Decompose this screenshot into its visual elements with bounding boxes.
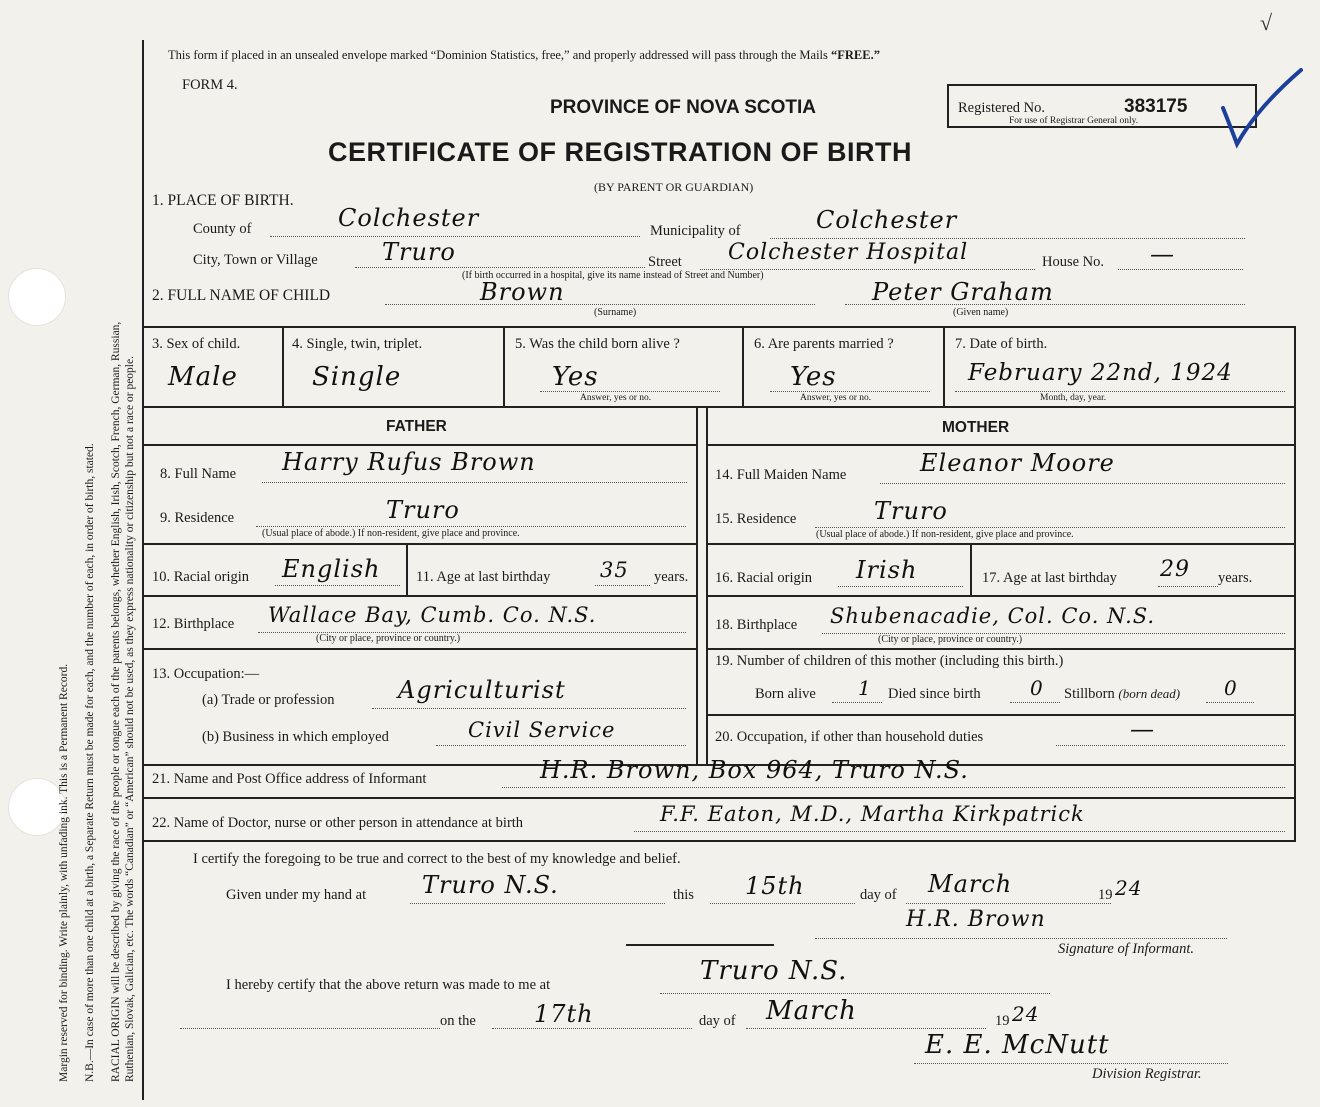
child-surname-value: Brown: [480, 278, 565, 306]
mother-age-label: 17. Age at last birthday: [982, 570, 1117, 586]
married-note: Answer, yes or no.: [800, 393, 872, 403]
surname-note: (Surname): [594, 307, 637, 318]
father-race-label: 10. Racial origin: [152, 569, 250, 585]
attendant-label: 22. Name of Doctor, nurse or other person in attendance at birth: [152, 815, 524, 831]
stillborn-count-value: 0: [1224, 676, 1238, 700]
municipality-value: Colchester: [816, 206, 958, 234]
mail-notice: This form if placed in an unsealed envelope marked “Dominion Statistics, free,” and properly addressed will pass through the Mails “FREE.”: [168, 48, 880, 62]
return-year-prefix: 19: [995, 1013, 1010, 1029]
given-name-note: (Given name): [953, 307, 1009, 318]
father-occupation-label: 13. Occupation:—: [152, 666, 260, 682]
registered-label: Registered No.: [958, 100, 1045, 116]
given-day-value: 15th: [745, 872, 805, 900]
father-name-label: 8. Full Name: [160, 466, 237, 482]
mother-heading: MOTHER: [942, 419, 1010, 436]
plurality-label: 4. Single, twin, triplet.: [292, 336, 423, 352]
father-residence-note: (Usual place of abode.) If non-resident, give place and province.: [262, 528, 520, 539]
business-label: (b) Business in which employed: [202, 729, 389, 745]
born-alive-value: Yes: [552, 362, 599, 392]
division-registrar-label: Division Registrar.: [1092, 1066, 1202, 1082]
return-made-label: I hereby certify that the above return was made to me at: [226, 977, 551, 993]
mother-race-label: 16. Racial origin: [715, 570, 813, 586]
died-count-label: Died since birth: [888, 686, 981, 702]
given-year-prefix: 19: [1098, 887, 1113, 903]
born-alive-count-label: Born alive: [755, 686, 816, 702]
given-day-of-label: day of: [860, 887, 897, 903]
city-label: City, Town or Village: [193, 252, 318, 268]
city-value: Truro: [382, 238, 456, 266]
place-of-birth-heading: 1. PLACE OF BIRTH.: [152, 192, 294, 209]
form-number: FORM 4.: [182, 77, 238, 93]
died-count-value: 0: [1030, 676, 1044, 700]
mother-birthplace-value: Shubenacadie, Col. Co. N.S.: [830, 604, 1156, 628]
informant-signature: H.R. Brown: [906, 907, 1046, 932]
given-year-value: 24: [1115, 876, 1143, 900]
form-border: [142, 40, 144, 1100]
father-residence-label: 9. Residence: [160, 510, 235, 526]
county-value: Colchester: [338, 204, 480, 232]
house-number-value: —: [1150, 240, 1175, 268]
married-label: 6. Are parents married ?: [754, 336, 894, 352]
children-count-label: 19. Number of children of this mother (including this birth.): [715, 653, 1064, 669]
sex-value: Male: [168, 362, 238, 392]
date-of-birth-value: February 22nd, 1924: [968, 360, 1233, 386]
province-heading: PROVINCE OF NOVA SCOTIA: [550, 97, 817, 118]
registered-value: 383175: [1124, 96, 1188, 117]
father-age-label: 11. Age at last birthday: [416, 569, 551, 585]
father-name-value: Harry Rufus Brown: [282, 448, 536, 476]
born-alive-note: Answer, yes or no.: [580, 393, 652, 403]
mother-birthplace-note: (City or place, province or country.): [878, 634, 1023, 645]
informant-label: 21. Name and Post Office address of Informant: [152, 771, 427, 787]
mother-residence-note: (Usual place of abode.) If non-resident, give place and province.: [816, 529, 1074, 540]
margin-note: Ruthenian, Slovak, Galician, etc. The words “Canadian” or “American” should not be used, as they express nationality or citizenship but not a race or people.: [124, 356, 136, 1082]
given-month-value: March: [928, 870, 1013, 898]
corner-tick-icon: √: [1260, 10, 1273, 35]
mother-age-value: 29: [1160, 557, 1190, 582]
return-place-value: Truro N.S.: [700, 956, 848, 986]
signature-of-informant-label: Signature of Informant.: [1058, 941, 1195, 957]
father-birthplace-value: Wallace Bay, Cumb. Co. N.S.: [268, 603, 597, 627]
father-heading: FATHER: [386, 418, 447, 435]
mother-years-label: years.: [1218, 570, 1253, 586]
stillborn-label: Stillborn (born dead): [1064, 686, 1181, 702]
plurality-value: Single: [312, 362, 402, 392]
return-year-value: 24: [1012, 1002, 1040, 1026]
registered-number-box: [947, 84, 1257, 128]
mother-residence-value: Truro: [874, 497, 948, 525]
father-years-label: years.: [654, 569, 689, 585]
sex-label: 3. Sex of child.: [152, 336, 241, 352]
born-alive-count-value: 1: [858, 676, 872, 700]
check-mark-icon: [1215, 68, 1305, 158]
municipality-label: Municipality of: [650, 223, 741, 239]
married-value: Yes: [790, 362, 837, 392]
return-month-value: March: [766, 996, 857, 1026]
hospital-note: (If birth occurred in a hospital, give its name instead of Street and Number): [462, 270, 764, 281]
given-under-hand-label: Given under my hand at: [226, 887, 367, 903]
registrar-use-note: For use of Registrar General only.: [1009, 116, 1139, 126]
informant-value: H.R. Brown, Box 964, Truro N.S.: [540, 756, 969, 784]
return-day-value: 17th: [534, 1000, 594, 1028]
born-alive-label: 5. Was the child born alive ?: [515, 336, 680, 352]
father-race-value: English: [282, 555, 381, 583]
attendant-value: F.F. Eaton, M.D., Martha Kirkpatrick: [660, 802, 1085, 826]
mother-birthplace-label: 18. Birthplace: [715, 617, 798, 633]
mother-race-value: Irish: [856, 556, 918, 584]
child-given-name-value: Peter Graham: [872, 278, 1054, 306]
mother-occupation-value: —: [1130, 715, 1155, 743]
house-number-label: House No.: [1042, 254, 1105, 270]
margin-note: Margin reserved for binding. Write plainly, with unfading ink. This is a Permanent Record.: [58, 663, 70, 1082]
given-place-value: Truro N.S.: [422, 871, 559, 899]
father-residence-value: Truro: [386, 496, 460, 524]
date-of-birth-label: 7. Date of birth.: [955, 336, 1048, 352]
on-the-label: on the: [440, 1013, 476, 1029]
child-name-label: 2. FULL NAME OF CHILD: [152, 287, 331, 304]
registrar-signature: E. E. McNutt: [925, 1030, 1110, 1060]
mother-name-label: 14. Full Maiden Name: [715, 467, 847, 483]
business-value: Civil Service: [468, 718, 616, 742]
trade-label: (a) Trade or profession: [202, 692, 335, 708]
punch-hole: [8, 268, 66, 326]
trade-value: Agriculturist: [398, 676, 566, 704]
return-day-of-label: day of: [699, 1013, 736, 1029]
mother-name-value: Eleanor Moore: [920, 449, 1115, 477]
street-label: Street: [648, 254, 682, 270]
certify-statement: I certify the foregoing to be true and correct to the best of my knowledge and belief.: [193, 851, 681, 867]
father-age-value: 35: [600, 558, 629, 582]
date-of-birth-note: Month, day, year.: [1040, 393, 1107, 403]
page-subtitle: (BY PARENT OR GUARDIAN): [594, 180, 754, 194]
this-label: this: [673, 887, 694, 903]
margin-note: RACIAL ORIGIN will be described by giving the race of the people or tongue each of the parents belongs, whether English, Irish, Scotch, French, German, Russian,: [110, 321, 122, 1082]
mother-residence-label: 15. Residence: [715, 511, 797, 527]
county-label: County of: [193, 221, 252, 237]
street-value: Colchester Hospital: [728, 240, 969, 265]
father-birthplace-label: 12. Birthplace: [152, 616, 235, 632]
father-birthplace-note: (City or place, province or country.): [316, 633, 461, 644]
mother-occupation-label: 20. Occupation, if other than household duties: [715, 729, 984, 745]
page-title: CERTIFICATE OF REGISTRATION OF BIRTH: [328, 137, 912, 167]
margin-note: N.B.—In case of more than one child at a birth, a Separate Return must be made for each, and the number of each, in order of birth, stated.: [84, 443, 96, 1082]
